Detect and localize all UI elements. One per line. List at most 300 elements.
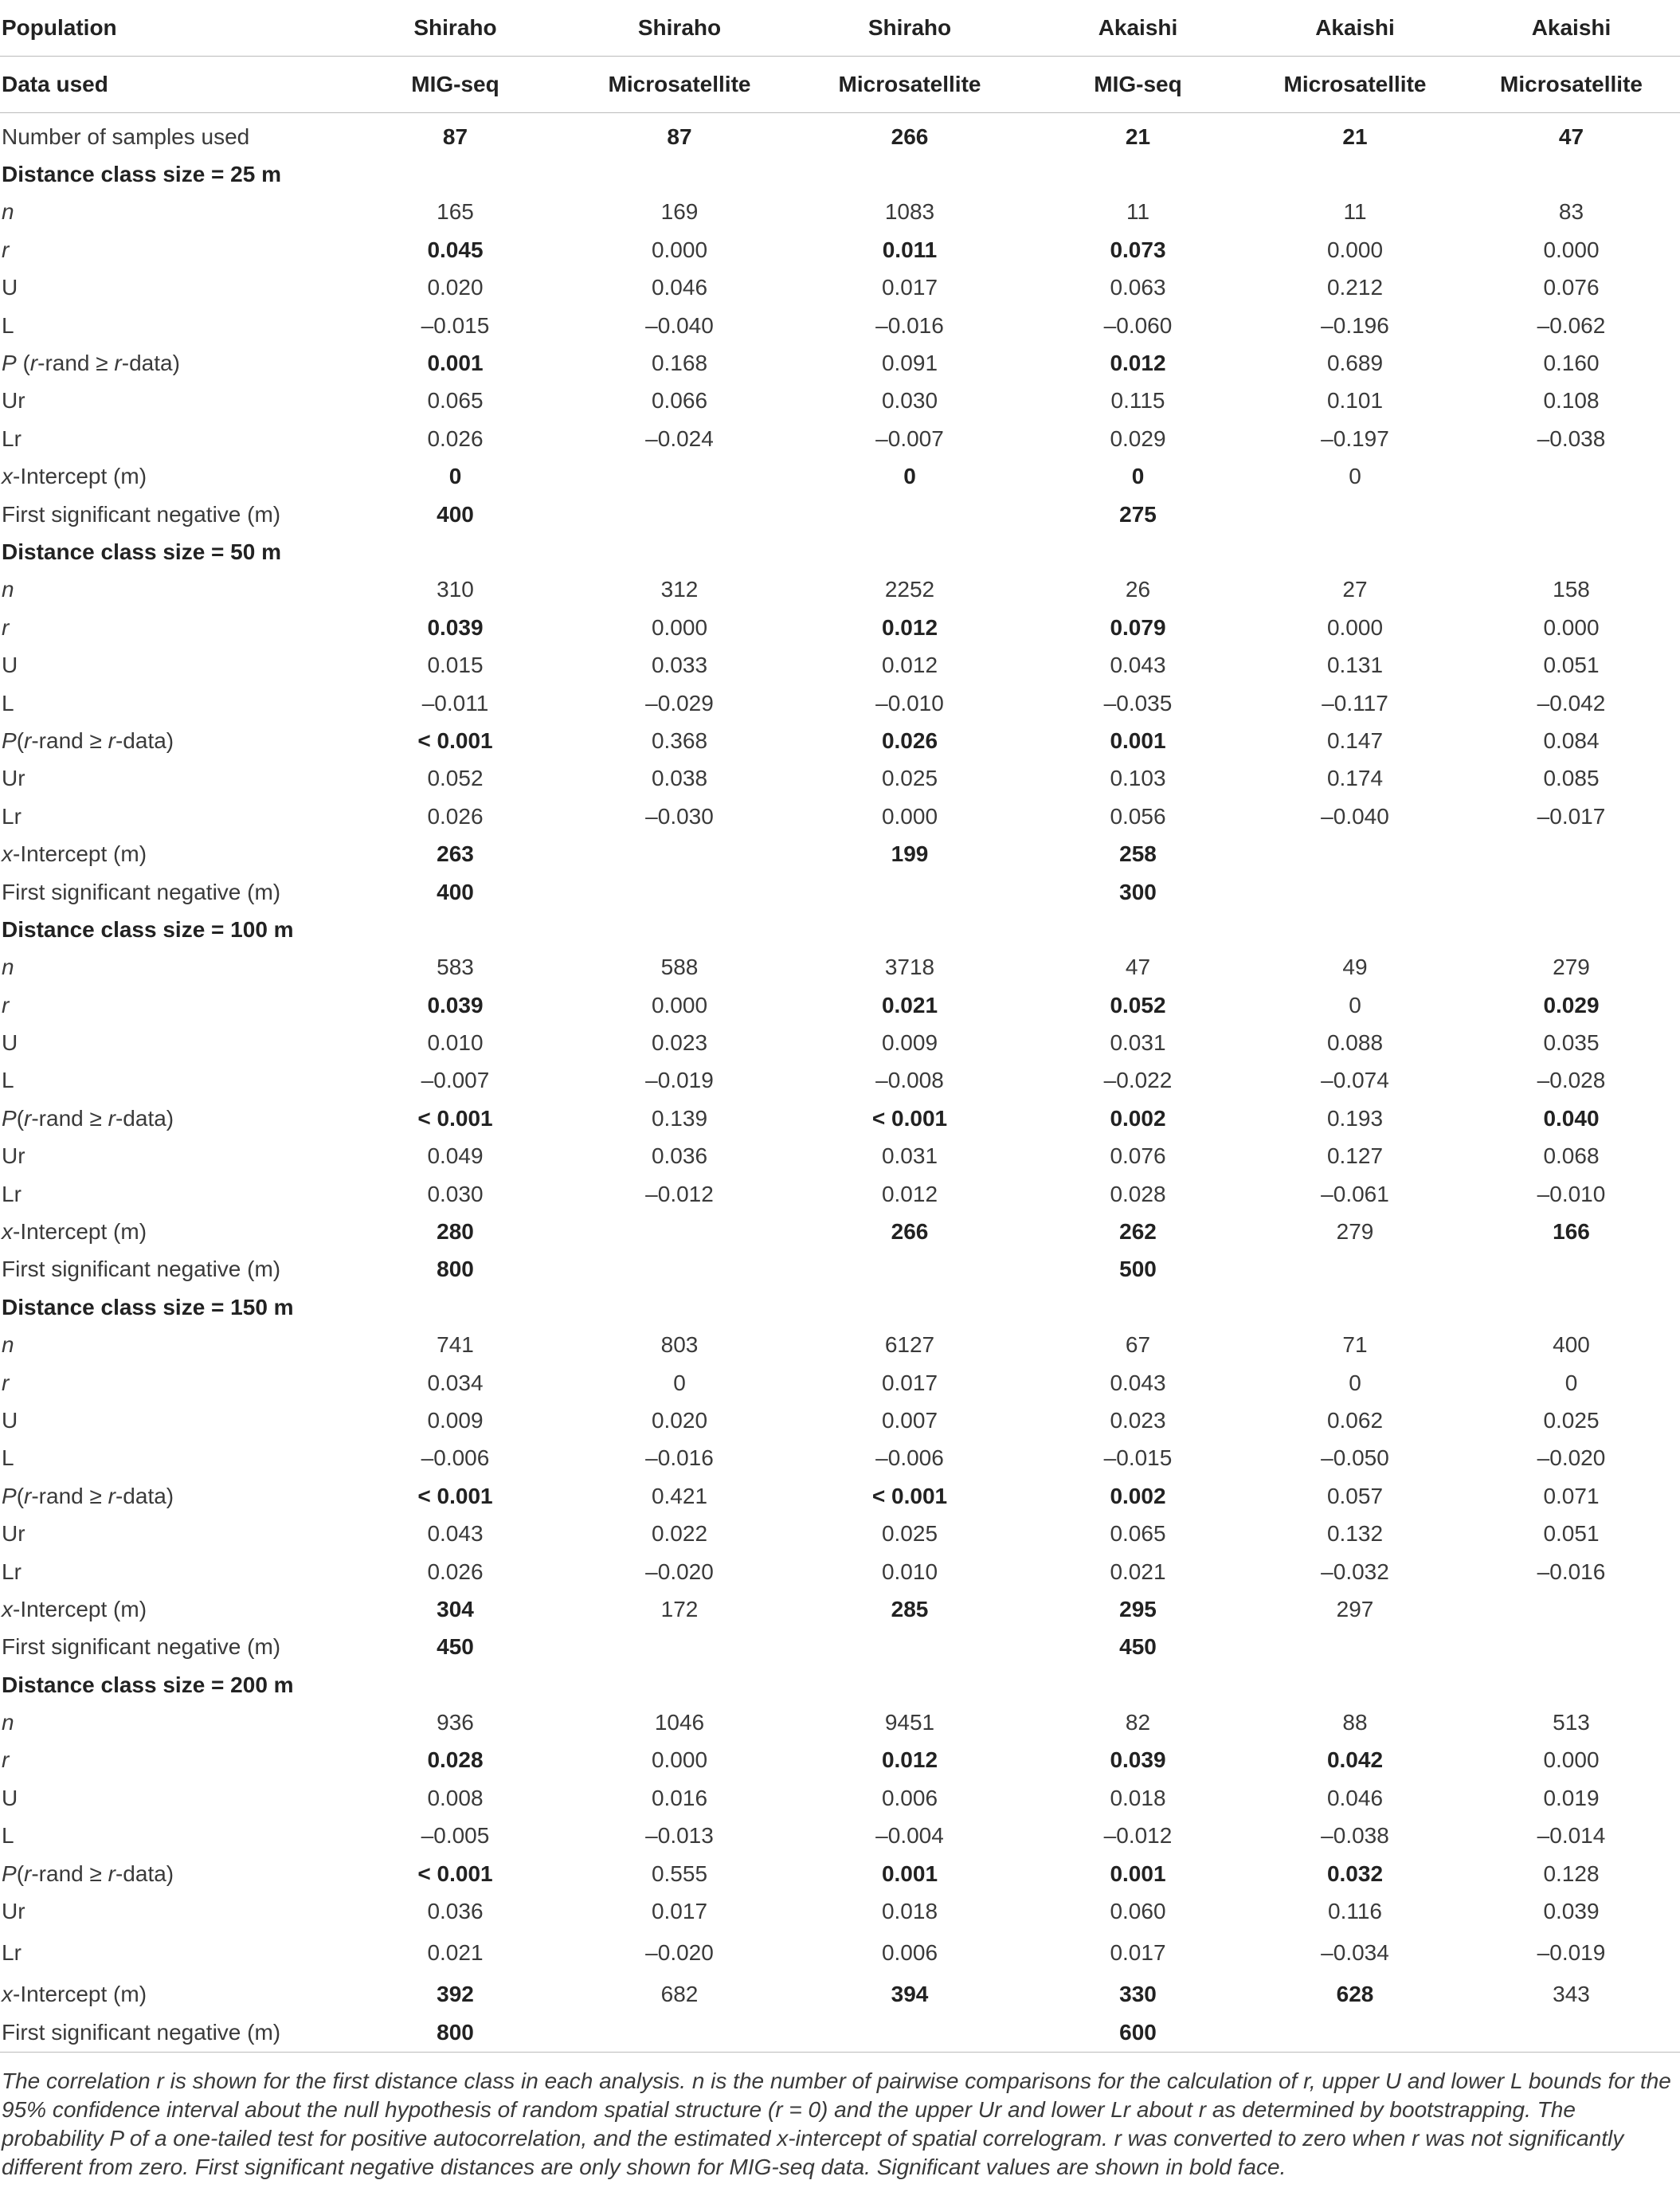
table-cell: 803 [660,1332,699,1358]
table-row [0,609,1680,646]
table-cell: 0.060 [1110,1899,1166,1924]
table-cell: 0.010 [881,1559,938,1584]
table-cell: 0.020 [427,275,484,300]
row-label: L [2,1068,14,1093]
table-cell: –0.019 [1537,1940,1606,1966]
table-cell: 0.015 [427,653,484,678]
table-cell: 513 [1553,1710,1590,1735]
table-row [0,1251,1680,1288]
table-cell [1463,1629,1680,1666]
population-header: Akaishi [1028,0,1247,57]
table-cell: 450 [437,1634,474,1660]
table-cell: 800 [343,2014,568,2052]
table-row [0,231,1680,269]
table-row [0,344,1680,382]
table-cell: –0.197 [1321,425,1389,451]
table-cell: 0.128 [1543,1861,1600,1886]
table-cell: 266 [891,1219,929,1245]
table-cell: 0.073 [1110,237,1166,262]
table-cell: 0.018 [881,1899,938,1924]
table-cell: 0.038 [651,766,708,791]
table-cell: –0.006 [875,1445,944,1471]
table-cell: 297 [1336,1596,1374,1621]
table-cell: 0.028 [427,1747,484,1773]
table-cell: 0.212 [1326,275,1384,300]
table-row [0,1327,1680,1364]
table-cell: 394 [891,1982,929,2007]
table-cell: –0.196 [1321,312,1389,338]
samples-value: 47 [1558,124,1584,149]
table-cell: 0.085 [1543,766,1600,791]
table-cell: –0.007 [421,1068,490,1093]
table-cell: 0.116 [1328,1899,1382,1924]
table-row [0,307,1680,344]
table-cell: 0.018 [1110,1785,1166,1810]
row-label: P(r-rand ≥ r-data) [2,727,174,753]
row-label: U [2,1407,18,1433]
table-cell: –0.022 [1103,1068,1173,1093]
table-cell: 0.031 [1110,1030,1166,1056]
table-cell: 295 [1119,1596,1157,1621]
table-cell: 0.103 [1110,766,1166,791]
table-row [0,986,1680,1024]
table-cell: 0.056 [1110,803,1166,829]
table-cell: –0.006 [421,1445,490,1471]
population-header: Shiraho [343,0,568,57]
table-row [0,571,1680,609]
table-cell: 0.012 [1110,351,1166,376]
table-cell: 0.000 [1543,614,1600,640]
table-cell: 27 [1342,577,1368,602]
table-cell: 172 [660,1596,699,1621]
table-row [0,269,1680,307]
table-cell: 0.017 [1110,1940,1166,1966]
row-label: r [2,992,10,1018]
table-cell: –0.035 [1103,690,1173,716]
table-cell: –0.016 [875,312,944,338]
row-label: P(r-rand ≥ r-data) [2,1861,174,1886]
table-cell: –0.029 [645,690,714,716]
table-cell: 0 [1349,992,1361,1018]
table-row [0,949,1680,986]
table-cell [568,458,791,496]
table-cell: 285 [891,1596,929,1621]
table-cell: 0.025 [881,1521,938,1547]
table-cell [568,835,791,872]
table-cell: 0.001 [427,351,484,376]
row-label: Lr [2,425,22,451]
table-cell: –0.061 [1321,1181,1389,1206]
row-label: n [2,1332,14,1358]
table-cell [1463,496,1680,533]
table-cell: –0.020 [1537,1445,1606,1471]
table-cell: 263 [437,841,474,867]
table-cell: –0.038 [1537,425,1606,451]
table-row [0,646,1680,684]
table-cell: 0.062 [1326,1407,1384,1433]
table-cell: 0.174 [1326,766,1384,791]
table-cell: 169 [660,199,699,225]
table-cell: 0.023 [1110,1407,1166,1433]
table-row [0,1629,1680,1666]
row-label: U [2,1030,18,1056]
table-cell: 0.108 [1543,388,1600,414]
table-cell: 0.368 [651,727,708,753]
table-cell: 0 [903,464,916,489]
row-label: n [2,1710,14,1735]
row-label: First significant negative (m) [2,1257,281,1282]
row-label: x-Intercept (m) [2,841,147,867]
section-header-row [0,1666,1680,1704]
population-label: Population [0,0,343,57]
table-cell [791,873,1028,911]
table-row [0,1138,1680,1175]
table-cell: 0.084 [1543,727,1600,753]
table-cell: 0.000 [1543,1747,1600,1773]
table-cell: 450 [1119,1634,1157,1660]
row-label: First significant negative (m) [2,879,281,904]
table-cell [1247,873,1463,911]
table-cell [1247,2014,1463,2052]
table-cell: 0.023 [651,1030,708,1056]
data-used-header: MIG-seq [1028,57,1247,113]
table-cell: < 0.001 [871,1483,948,1508]
table-row [0,382,1680,420]
table-row [0,1590,1680,1628]
table-cell: 0.021 [881,992,938,1018]
table-row [0,1062,1680,1100]
table-cell: 11 [1126,199,1150,225]
data-used-header: Microsatellite [1463,57,1680,113]
table-row [0,1213,1680,1250]
table-cell: 0.022 [651,1521,708,1547]
table-row [0,1024,1680,1061]
table-cell: 0 [1131,464,1145,489]
table-cell: 0.421 [651,1483,708,1508]
table-cell: –0.117 [1322,690,1388,716]
table-cell: 0.011 [882,237,938,262]
table-cell: 49 [1342,955,1368,980]
table-cell: 0.001 [881,1861,938,1886]
table-cell: 6127 [884,1332,935,1358]
table-cell [791,1629,1028,1666]
table-cell: 3718 [884,955,935,980]
table-cell: 166 [1553,1219,1590,1245]
row-label: x-Intercept (m) [2,1219,147,1245]
samples-label: Number of samples used [2,124,250,149]
table-cell: 0.000 [651,1747,708,1773]
table-cell: 280 [437,1219,474,1245]
table-cell: –0.034 [1321,1940,1389,1966]
table-cell [568,873,791,911]
section-title: Distance class size = 25 m [2,162,281,187]
row-label: r [2,237,10,262]
table-cell: 310 [437,577,474,602]
data-used-header: Microsatellite [568,57,791,113]
row-label: x-Intercept (m) [2,464,147,489]
table-cell: 0.071 [1543,1483,1600,1508]
table-cell: –0.016 [1537,1559,1606,1584]
table-row [0,798,1680,835]
table-row [0,496,1680,533]
row-label: L [2,1445,14,1471]
table-cell: 0.193 [1326,1105,1384,1131]
table-cell: 275 [1119,501,1157,527]
data-used-label: Data used [0,57,343,113]
table-cell: 0.040 [1543,1105,1600,1131]
data-used-header: Microsatellite [1247,57,1463,113]
table-cell: –0.005 [421,1823,490,1849]
table-cell: 0.079 [1110,614,1166,640]
table-cell: 0.043 [427,1521,484,1547]
row-label: L [2,312,14,338]
table-cell: 0.046 [1326,1785,1384,1810]
table-cell: 0.031 [881,1143,938,1169]
table-row [0,1855,1680,1892]
row-label: Ur [2,388,25,414]
table-cell: < 0.001 [871,1105,948,1131]
table-cell: –0.016 [645,1445,714,1471]
table-cell: 0.101 [1326,388,1384,414]
table-cell: 0.065 [427,388,484,414]
table-cell: 0.065 [1110,1521,1166,1547]
table-cell: 165 [437,199,474,225]
table-row [0,1477,1680,1515]
table-cell: 0.002 [1110,1105,1166,1131]
table-cell: –0.017 [1537,803,1606,829]
table-cell: 0 [1349,464,1361,489]
table-cell: –0.015 [1103,1445,1173,1471]
table-cell: 1046 [654,1710,705,1735]
section-header-row [0,1288,1680,1326]
table-cell: 158 [1553,577,1590,602]
samples-value: 21 [1342,124,1368,149]
table-cell [1463,835,1680,872]
section-title: Distance class size = 100 m [2,916,294,942]
row-label: r [2,614,10,640]
table-row [0,1553,1680,1590]
samples-row [0,113,1680,156]
table-cell: 0.000 [881,803,938,829]
table-row [0,2014,1680,2052]
table-row [0,1779,1680,1817]
data-used-header-row [0,57,1680,113]
table-cell: 0.009 [427,1407,484,1433]
table-cell: 0.088 [1326,1030,1384,1056]
row-label: U [2,275,18,300]
table-row [0,1175,1680,1213]
table-row [0,1892,1680,1930]
table-cell [568,2014,791,2052]
table-cell: –0.060 [1103,312,1173,338]
table-cell: –0.042 [1537,690,1606,716]
row-label: r [2,1370,10,1395]
table-cell: 0.066 [651,388,708,414]
table-row [0,760,1680,798]
table-cell: 0.039 [1543,1899,1600,1924]
table-cell: 0.017 [651,1899,708,1924]
table-cell: 0.035 [1543,1030,1600,1056]
table-row [0,458,1680,496]
table-cell: 71 [1342,1332,1368,1358]
table-row [0,1364,1680,1402]
table-cell: 0.032 [1326,1861,1384,1886]
table-cell: 400 [1553,1332,1590,1358]
table-cell: 9451 [884,1710,935,1735]
table-cell: 0.030 [427,1181,484,1206]
table-cell: 0.039 [427,614,484,640]
table-cell: 0.026 [427,425,484,451]
table-cell: 600 [1028,2014,1247,2052]
row-label: L [2,690,14,716]
table-cell: 82 [1125,1710,1151,1735]
table-cell: –0.020 [645,1940,714,1966]
table-row [0,1704,1680,1741]
table-cell: 936 [437,1710,474,1735]
table-cell: 0.020 [651,1407,708,1433]
table-cell: 0 [673,1370,686,1395]
section-header-row [0,911,1680,948]
table-cell: 0.000 [1326,237,1384,262]
table-cell: 400 [437,501,474,527]
samples-value: 87 [667,124,692,149]
table-cell: 500 [1119,1257,1157,1282]
samples-value: 266 [891,124,929,149]
table-cell: 0.012 [881,1747,938,1773]
table-cell: 83 [1558,199,1584,225]
row-label: r [2,1747,10,1773]
data-used-header: MIG-seq [343,57,568,113]
table-cell: 0.001 [1110,727,1166,753]
table-cell: 0.115 [1110,388,1165,414]
table-cell: –0.008 [875,1068,944,1093]
table-cell: –0.062 [1537,312,1606,338]
table-cell: 0.036 [651,1143,708,1169]
table-cell: 0.026 [427,1559,484,1584]
table-cell: 0.006 [881,1940,938,1966]
section-title: Distance class size = 200 m [2,1672,294,1697]
table-cell: –0.014 [1537,1823,1606,1849]
table-cell: 0.068 [1543,1143,1600,1169]
row-label: Lr [2,1181,22,1206]
population-header-row [0,0,1680,57]
table-cell: 0 [448,464,462,489]
table-row [0,1976,1680,2014]
table-cell: 0.049 [427,1143,484,1169]
table-row [0,1100,1680,1137]
table-cell [1463,873,1680,911]
table-cell [1463,1251,1680,1288]
table-cell: 0.030 [881,388,938,414]
table-cell: 0.132 [1326,1521,1384,1547]
table-cell [1463,1590,1680,1628]
table-cell: –0.040 [1321,803,1389,829]
population-header: Shiraho [568,0,791,57]
table-cell: –0.004 [875,1823,944,1849]
table-cell: 800 [437,1257,474,1282]
table-cell [791,2014,1028,2052]
table-cell: 330 [1119,1982,1157,2007]
table-cell: 0.147 [1326,727,1384,753]
table-cell: 0.076 [1543,275,1600,300]
data-used-header: Microsatellite [791,57,1028,113]
table-cell [1463,458,1680,496]
table-cell: 11 [1343,199,1367,225]
table-cell: –0.024 [645,425,714,451]
table-row [0,1817,1680,1855]
table-cell: < 0.001 [417,727,493,753]
samples-value: 87 [442,124,468,149]
table-cell: –0.030 [645,803,714,829]
table-cell: 0.051 [1543,653,1600,678]
table-cell [791,1251,1028,1288]
table-cell: 0.063 [1110,275,1166,300]
table-cell [568,1629,791,1666]
table-cell [568,1213,791,1250]
table-cell: 0.034 [427,1370,484,1395]
table-cell: 0.012 [881,614,938,640]
table-cell: 0.008 [427,1785,484,1810]
row-label: x-Intercept (m) [2,1596,147,1621]
row-label: First significant negative (m) [2,1634,281,1660]
table-cell: 0.000 [1543,237,1600,262]
table-cell: 88 [1342,1710,1368,1735]
table-cell: 0.012 [881,1181,938,1206]
row-label: L [2,1823,14,1849]
table-cell: 47 [1125,955,1151,980]
table-cell: 0.012 [881,653,938,678]
table-cell: –0.010 [1537,1181,1606,1206]
table-cell: 0.139 [651,1105,708,1131]
population-header: Akaishi [1463,0,1680,57]
table-cell: 1083 [884,199,935,225]
row-label: U [2,1785,18,1810]
table-cell: –0.007 [875,425,944,451]
table-cell [1463,2014,1680,2052]
population-header: Akaishi [1247,0,1463,57]
table-row [0,194,1680,231]
table-cell: 392 [437,1982,474,2007]
table-cell: –0.038 [1321,1823,1389,1849]
row-label: Ur [2,1521,25,1547]
table-cell [1247,496,1463,533]
table-cell: 0.002 [1110,1483,1166,1508]
table-cell: 0.000 [651,992,708,1018]
table-row [0,1402,1680,1439]
table-cell: 0.076 [1110,1143,1166,1169]
table-cell: 26 [1125,577,1151,602]
table-cell: –0.074 [1321,1068,1389,1093]
table-cell: 279 [1553,955,1590,980]
row-label: x-Intercept (m) [2,1982,147,2007]
row-label: P(r-rand ≥ r-data) [2,1483,174,1508]
table-cell: 0.036 [427,1899,484,1924]
table-cell: –0.032 [1321,1559,1389,1584]
table-cell: 0.168 [651,351,708,376]
table-cell: 0.006 [881,1785,938,1810]
table-cell: –0.028 [1537,1068,1606,1093]
section-title: Distance class size = 50 m [2,539,281,564]
table-cell: –0.020 [645,1559,714,1584]
table-cell: 0.051 [1543,1521,1600,1547]
table-cell: 0.127 [1326,1143,1384,1169]
table-cell: 0.000 [651,614,708,640]
table-cell: 741 [437,1332,474,1358]
table-cell: 0.028 [1110,1181,1166,1206]
table-cell: 304 [437,1596,474,1621]
population-header: Shiraho [791,0,1028,57]
table-row [0,873,1680,911]
